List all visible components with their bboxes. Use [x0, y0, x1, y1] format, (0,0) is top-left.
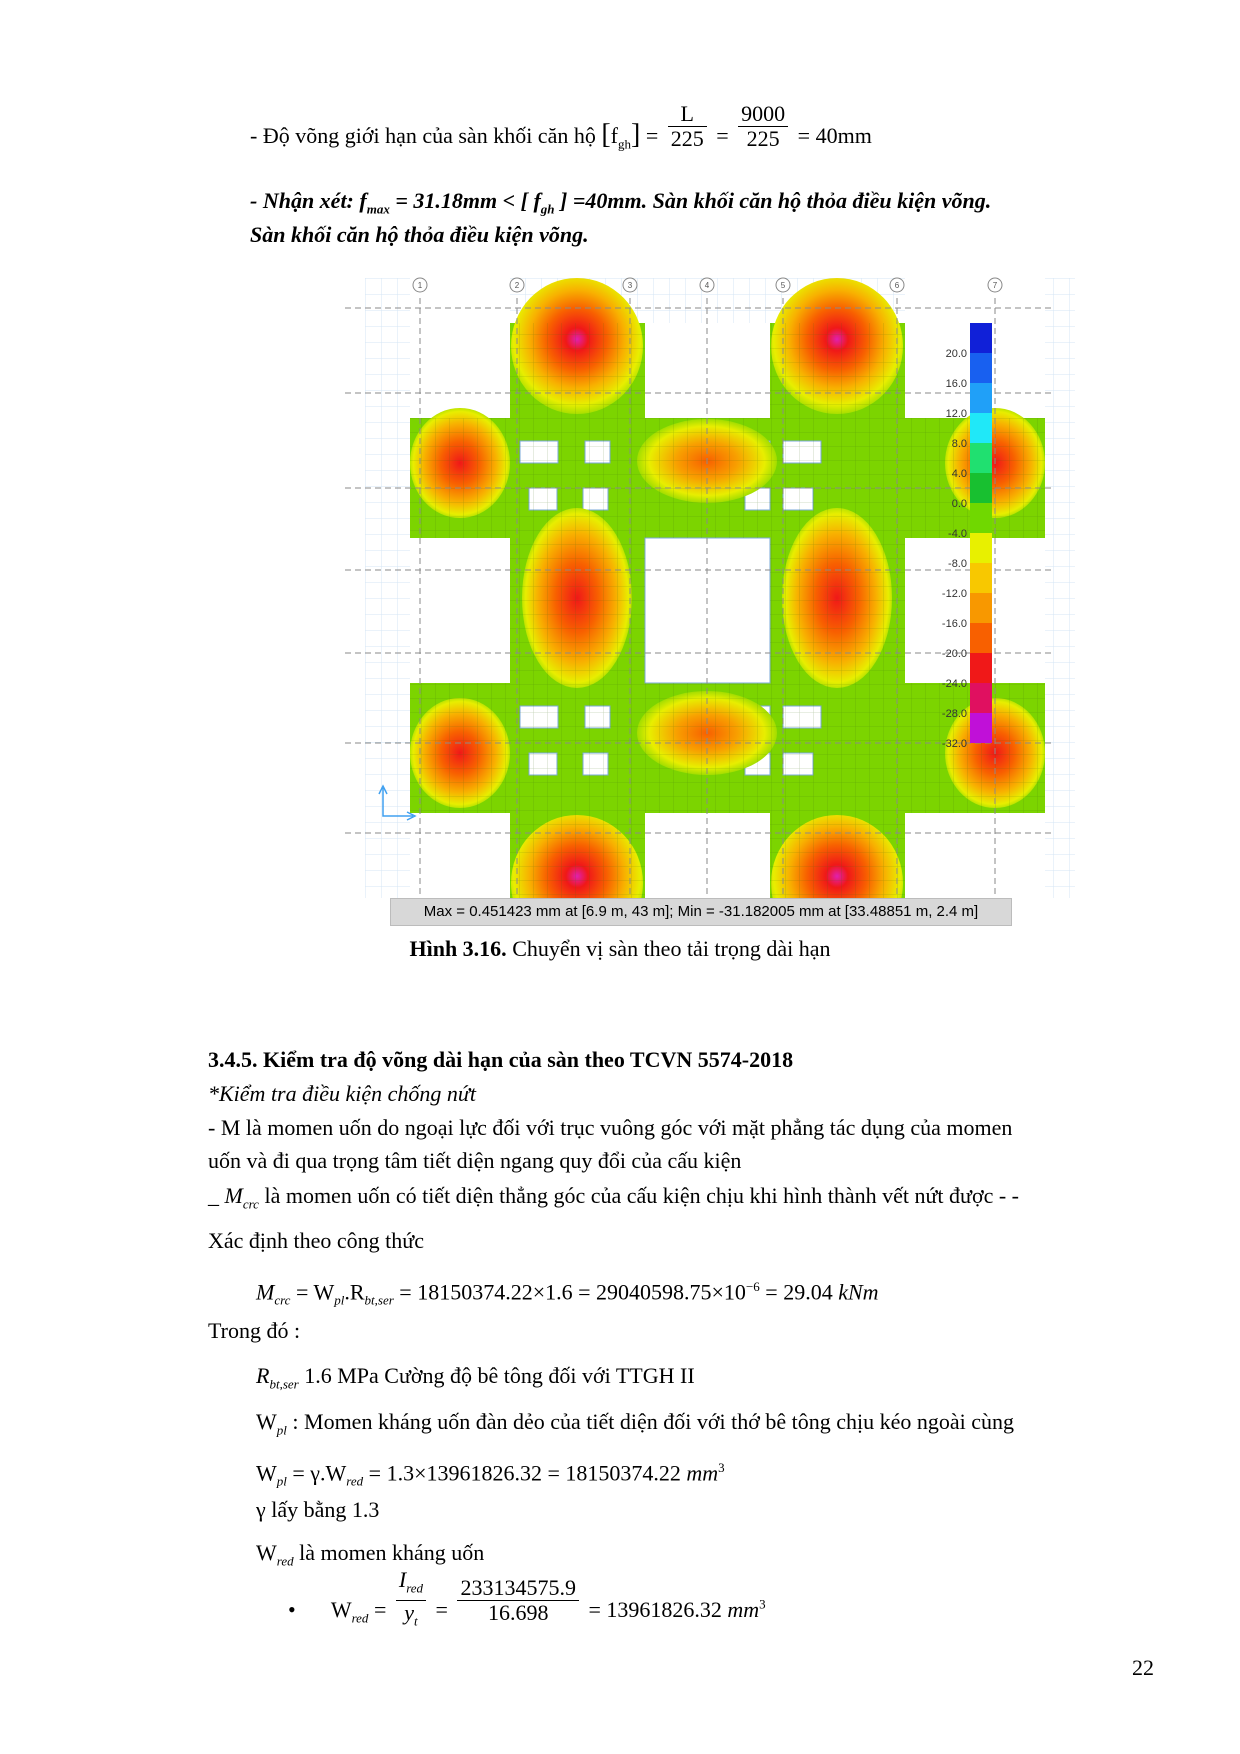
fraction-9000-225	[738, 102, 788, 151]
caption-label: Hình 3.16.	[409, 936, 507, 961]
equation-wred: • $W_{red}$ = $\frac{I_{red}}{y_t}$ = $\frac{233134575.9}{16.698}$ = 13961826.32 $mm^3$	[288, 1590, 766, 1634]
legend-label: 8.0	[951, 438, 967, 450]
legend-label: -4.0	[948, 528, 967, 540]
legend-label: -28.0	[941, 708, 967, 720]
eq1-lhs: M	[256, 1279, 275, 1305]
paragraph-1-line-2: uốn và đi qua trọng tâm tiết diện ngang quy đổi của cấu kiện	[208, 1148, 742, 1173]
legend-swatch-11	[970, 653, 992, 683]
legend-label: 16.0	[945, 378, 967, 390]
p2-sub: crc	[242, 1196, 259, 1212]
eq2-mid: = γ.W	[286, 1460, 347, 1486]
gamma-definition: γ lấy bằng 1.3	[256, 1497, 380, 1522]
legend-swatch-6	[970, 503, 992, 533]
grid-col-bubble-3	[623, 278, 637, 292]
color-legend	[942, 323, 992, 750]
legend-swatch-8	[970, 563, 992, 593]
section-title: 3.4.5. Kiểm tra độ võng dài hạn của sàn theo TCVN 5574-2018	[208, 1047, 794, 1072]
eq1-end: = 29.04	[759, 1279, 839, 1305]
p2-symbol: M	[224, 1183, 243, 1208]
wred-symbol: W	[256, 1540, 277, 1565]
eq1-mid2: .R	[344, 1279, 365, 1305]
section-subtitle: *Kiểm tra điều kiện chống nứt	[208, 1081, 477, 1106]
legend-label: 12.0	[945, 408, 967, 420]
svg-text:3: 3	[627, 281, 633, 290]
legend-label: -8.0	[948, 558, 967, 570]
eq3-frac1	[396, 1568, 426, 1634]
legend-swatch-5	[970, 473, 992, 503]
trong-do: Trong đó :	[208, 1318, 301, 1343]
wpl-definition	[256, 1409, 1014, 1443]
rbt-definition	[256, 1363, 695, 1397]
eq3-frac1-den-sub: t	[414, 1613, 418, 1629]
legend-label: -32.0	[941, 738, 967, 750]
eq1-unit: kNm	[838, 1279, 879, 1305]
bullet: •	[288, 1596, 296, 1622]
eq3-frac2	[457, 1576, 579, 1625]
grid-col-bubble-4	[700, 278, 714, 292]
legend-swatch-12	[970, 683, 992, 713]
page-number: 22	[1132, 1655, 1154, 1680]
eq3-unit: mm	[727, 1596, 760, 1622]
limit-sub: gh	[618, 136, 631, 152]
grid-col-bubble-2	[510, 278, 524, 292]
svg-text:1: 1	[417, 281, 423, 290]
eq3-frac1-num-sub: red	[406, 1580, 424, 1596]
legend-swatch-4	[970, 443, 992, 473]
w-text: : Momen kháng uốn đàn dẻo của tiết diện đối với thớ bê tông chịu kéo ngoài cùng	[286, 1409, 1015, 1434]
legend-swatch-9	[970, 593, 992, 623]
equation-wpl	[256, 1455, 725, 1495]
svg-text:2: 2	[514, 281, 520, 290]
grid-col-bubble-7	[988, 278, 1002, 292]
svg-text:4: 4	[704, 281, 710, 290]
contour-plot	[330, 258, 1075, 898]
legend-label: -24.0	[941, 678, 967, 690]
eq1-mid1: = W	[290, 1279, 335, 1305]
svg-text:5: 5	[780, 281, 786, 290]
legend-label: -20.0	[941, 648, 967, 660]
r-symbol: R	[256, 1363, 270, 1388]
legend-label: -16.0	[941, 618, 967, 630]
remark-line-2: Sàn khối căn hộ thỏa điều kiện võng.	[250, 222, 589, 247]
wred-sub: red	[276, 1553, 294, 1569]
wred-text: là momen kháng uốn	[293, 1540, 485, 1565]
eq1-sup: −6	[745, 1279, 760, 1294]
legend-swatch-13	[970, 713, 992, 743]
svg-text:7: 7	[992, 281, 998, 290]
legend-swatch-3	[970, 413, 992, 443]
svg-text:6: 6	[894, 281, 900, 290]
legend-swatch-2	[970, 383, 992, 413]
paragraph-2	[208, 1183, 1019, 1217]
eq2-sub2: red	[346, 1473, 364, 1489]
wred-definition	[256, 1540, 484, 1574]
remark-start: - Nhận xét: f	[250, 188, 367, 213]
remark-end: ] =40mm. Sàn khối căn hộ thỏa điều kiện võng.	[554, 188, 992, 213]
legend-swatch-10	[970, 623, 992, 653]
status-bar: Max = 0.451423 mm at [6.9 m, 43 m]; Min = -31.182005 mm at [33.48851 m, 2.4 m]	[390, 898, 1012, 926]
eq2-unit: mm	[686, 1460, 719, 1486]
frac1-den: 225	[670, 126, 704, 152]
legend-swatch-0	[970, 323, 992, 353]
remark-mid: = 31.18mm < [ f	[389, 188, 541, 213]
eq3-frac2-num: 233134575.9	[457, 1576, 579, 1601]
grid-col-bubble-5	[776, 278, 790, 292]
legend-label: 4.0	[951, 468, 967, 480]
eq3-sub: red	[351, 1610, 369, 1626]
eq3-sup: 3	[759, 1596, 766, 1612]
legend-label: 0.0	[951, 498, 967, 510]
r-text: 1.6 MPa Cường độ bê tông đối với TTGH II	[298, 1363, 695, 1388]
grid-col-bubble-1	[413, 278, 427, 292]
w-sub: pl	[276, 1422, 287, 1438]
deflection-limit-line: - Độ võng giới hạn của sàn khối căn hộ $[f_{gh}]$ = $\frac{L}{225}$ = $\frac{9000}{225}$ = 40mm	[250, 101, 872, 152]
legend-label: -12.0	[941, 588, 967, 600]
slab-displacement-figure	[330, 258, 1075, 923]
eq2-end: = 1.3×13961826.32 = 18150374.22	[363, 1460, 687, 1486]
legend-label: 20.0	[945, 348, 967, 360]
paragraph-1-line-1: - M là momen uốn do ngoại lực đối với trục vuông góc với mặt phẳng tác dụng của momen	[208, 1115, 1013, 1140]
equation-mcrc	[256, 1274, 879, 1314]
eq1-sub-pl: pl	[334, 1292, 345, 1308]
legend-swatch-1	[970, 353, 992, 383]
eq3-frac1-den: y	[404, 1600, 415, 1626]
eq3-frac1-num: I	[398, 1567, 407, 1592]
caption-text: Chuyển vị sàn theo tải trọng dài hạn	[506, 936, 831, 961]
r-sub: bt,ser	[269, 1376, 299, 1392]
grid-col-bubble-6	[890, 278, 904, 292]
eq2-symbol: W	[256, 1460, 277, 1486]
paragraph-3: Xác định theo công thức	[208, 1228, 424, 1253]
eq3-symbol: W	[330, 1596, 352, 1622]
remark-sub-gh: gh	[540, 201, 555, 217]
p2-dash: _	[208, 1183, 219, 1208]
eq3-end: = 13961826.32	[588, 1596, 728, 1622]
eq3-frac2-den: 16.698	[487, 1600, 549, 1626]
frac2-den: 225	[746, 126, 780, 152]
remark-sub-max: max	[366, 201, 390, 217]
remark-line-1	[250, 188, 991, 222]
p2-text: là momen uốn có tiết diện thẳng góc của cấu kiện chịu khi hình thành vết nứt được - -	[258, 1183, 1020, 1208]
eq1-mid3: = 18150374.22×1.6 = 29040598.75×10	[393, 1279, 746, 1305]
eq1-sub-bt: bt,ser	[364, 1292, 394, 1308]
figure-caption	[0, 936, 1240, 962]
deflection-limit-prefix: - Độ võng giới hạn của sàn khối căn hộ	[250, 123, 596, 148]
frac2-num: 9000	[738, 102, 788, 127]
limit-result: = 40mm	[797, 123, 872, 148]
limit-symbol: f	[610, 123, 618, 148]
eq1-lhs-sub: crc	[274, 1292, 291, 1308]
eq2-sub: pl	[276, 1473, 287, 1489]
w-symbol: W	[256, 1409, 277, 1434]
fraction-L-225	[668, 102, 707, 151]
eq2-sup: 3	[718, 1460, 725, 1475]
legend-swatch-7	[970, 533, 992, 563]
frac1-num: L	[668, 102, 707, 127]
